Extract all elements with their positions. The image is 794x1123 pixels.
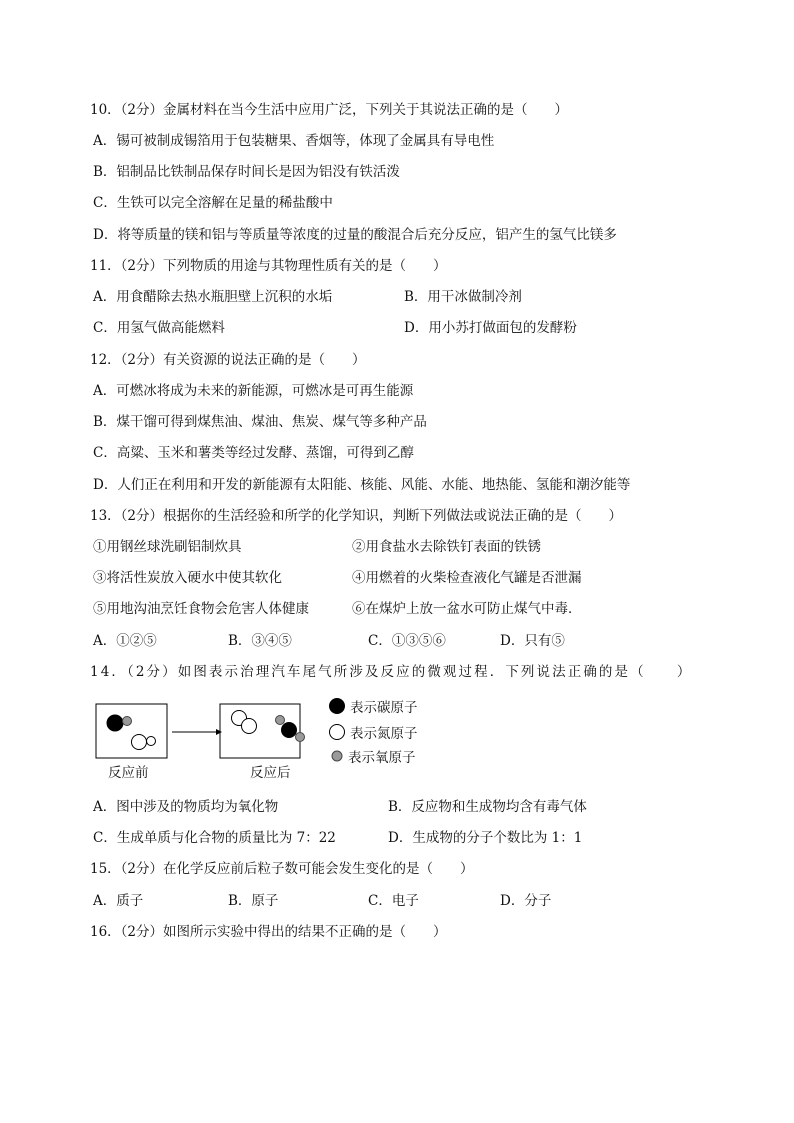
question-15-option-d: D．分子 (500, 893, 552, 909)
reaction-arrow-head (216, 729, 222, 735)
after-nitrogen-atom-2 (242, 719, 257, 734)
question-11-option-c: C．用氢气做高能燃料 (93, 320, 225, 336)
before-label: 反应前 (108, 765, 149, 781)
question-11-option-b: B．用干冰做制冷剂 (404, 289, 522, 305)
question-13-statement-1: ①用钢丝球洗刷铝制炊具 (93, 539, 242, 555)
nitrogen-atom-icon (328, 723, 346, 741)
question-13-statement-6: ⑥在煤炉上放一盆水可防止煤气中毒． (352, 601, 582, 617)
legend-nitrogen (328, 722, 418, 742)
legend-carbon (328, 696, 418, 716)
after-carbon-atom (282, 723, 297, 738)
question-13-statement-4: ④用燃着的火柴检查液化气罐是否泄漏 (352, 570, 582, 586)
question-15-option-c: C．电子 (368, 893, 419, 909)
question-13-statement-3: ③将活性炭放入硬水中使其软化 (93, 570, 282, 586)
question-15-option-b: B．原子 (228, 893, 279, 909)
reaction-diagram (92, 700, 452, 792)
before-carbon-atom (107, 715, 123, 731)
question-10-option-b: B．铝制品比铁制品保存时间长是因为铝没有铁活泼 (93, 164, 400, 180)
question-11-option-a: A．用食醋除去热水瓶胆壁上沉积的水垢 (93, 289, 333, 305)
question-12-option-a: A．可燃冰将成为未来的新能源，可燃冰是可再生能源 (93, 383, 414, 399)
question-10-stem: 10．（2分）金属材料在当今生活中应用广泛，下列关于其说法正确的是（ ） (90, 102, 569, 118)
question-13-statement-2: ②用食盐水去除铁钉表面的铁锈 (352, 539, 541, 555)
question-11-stem: 11．（2分）下列物质的用途与其物理性质有关的是（ ） (90, 258, 447, 274)
question-13-option-b: B．③④⑤ (228, 633, 292, 649)
legend-oxygen-label: 表示氧原子 (348, 750, 416, 766)
question-13-stem: 13．（2分）根据你的生活经验和所学的化学知识，判断下列做法或说法正确的是（ ） (90, 508, 623, 524)
question-15-option-a: A．质子 (93, 893, 144, 909)
question-13-option-a: A．①②⑤ (93, 633, 157, 649)
legend-oxygen (330, 746, 416, 766)
after-oxygen-atom-1 (276, 716, 285, 725)
carbon-atom-icon (328, 697, 346, 715)
question-10-option-d: D．将等质量的镁和铝与等质量等浓度的过量的酸混合后充分反应，铝产生的氢气比镁多 (93, 227, 617, 243)
question-12-stem: 12．（2分）有关资源的说法正确的是（ ） (90, 352, 366, 368)
legend-carbon-label: 表示碳原子 (350, 700, 418, 716)
question-12-option-c: C．高粱、玉米和薯类等经过发酵、蒸馏，可得到乙醇 (93, 445, 414, 461)
question-14-option-c: C．生成单质与化合物的质量比为 7：22 (93, 830, 336, 846)
question-14-option-d: D．生成物的分子个数比为 1：1 (388, 830, 583, 846)
question-10-option-c: C．生铁可以完全溶解在足量的稀盐酸中 (93, 195, 333, 211)
question-15-stem: 15．（2分）在化学反应前后粒子数可能会发生变化的是（ ） (90, 861, 474, 877)
legend-nitrogen-label: 表示氮原子 (350, 726, 418, 742)
question-12-option-b: B．煤干馏可得到煤焦油、煤油、焦炭、煤气等多种产品 (93, 414, 427, 430)
question-14-option-a: A．图中涉及的物质均为氧化物 (93, 799, 279, 815)
question-16-stem: 16．（2分）如图所示实验中得出的结果不正确的是（ ） (90, 924, 447, 940)
question-11-option-d: D．用小苏打做面包的发酵粉 (404, 320, 577, 336)
question-13-option-c: C．①③⑤⑥ (368, 633, 446, 649)
after-oxygen-atom-2 (296, 733, 305, 742)
question-10-option-a: A．锡可被制成锡箔用于包装糖果、香烟等，体现了金属具有导电性 (93, 133, 495, 149)
question-14-stem: 14．（2分）如图表示治理汽车尾气所涉及反应的微观过程．下列说法正确的是（ ） (90, 664, 693, 680)
before-box (96, 704, 167, 758)
question-13-statement-5: ⑤用地沟油烹饪食物会危害人体健康 (93, 601, 309, 617)
after-label: 反应后 (250, 765, 291, 781)
before-oxygen-atom-1 (123, 717, 132, 726)
before-oxygen-atom-2 (147, 737, 156, 746)
before-nitrogen-atom (132, 735, 147, 750)
question-14-option-b: B．反应物和生成物均含有毒气体 (388, 799, 587, 815)
oxygen-atom-icon (330, 749, 344, 763)
question-12-option-d: D．人们正在利用和开发的新能源有太阳能、核能、风能、水能、地热能、氢能和潮汐能等 (93, 477, 631, 493)
question-13-option-d: D．只有⑤ (500, 633, 565, 649)
